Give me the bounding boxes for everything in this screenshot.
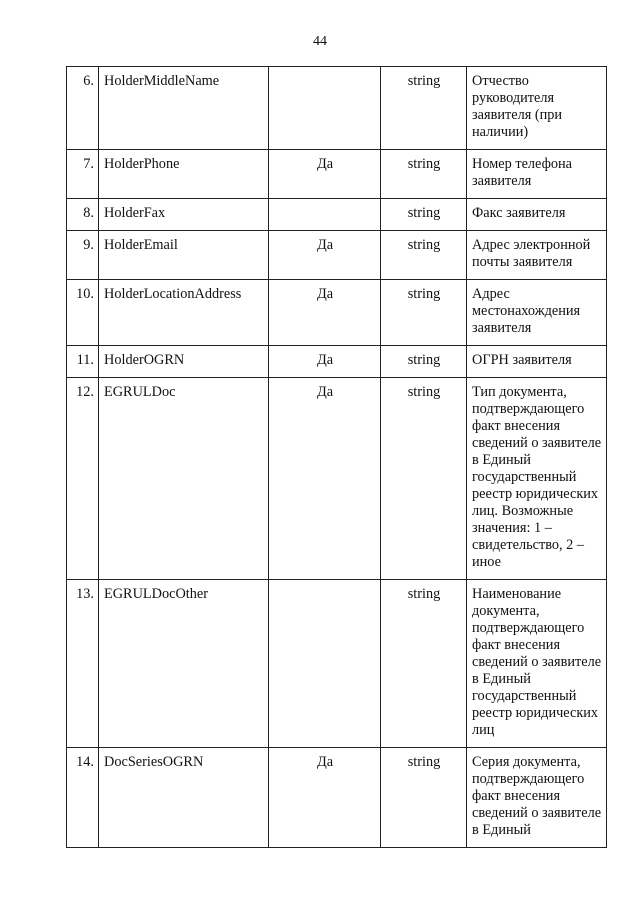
fields-table bbox=[66, 66, 607, 848]
table-row bbox=[67, 378, 607, 580]
field-description: Адрес электронной почты заявителя bbox=[467, 231, 607, 280]
field-type: string bbox=[381, 346, 467, 378]
field-required: Да bbox=[269, 748, 381, 848]
row-number: 10. bbox=[67, 280, 99, 346]
field-type: string bbox=[381, 199, 467, 231]
field-description: Наименование документа, подтверждающего факт внесения сведений о заявителе в Единый государственный реестр юридических лиц bbox=[467, 580, 607, 748]
field-required bbox=[269, 199, 381, 231]
field-name: HolderLocationAddress bbox=[99, 280, 269, 346]
field-name: HolderOGRN bbox=[99, 346, 269, 378]
field-description: Серия документа, подтверждающего факт внесения сведений о заявителе в Единый bbox=[467, 748, 607, 848]
field-type: string bbox=[381, 280, 467, 346]
field-required bbox=[269, 67, 381, 150]
field-type: string bbox=[381, 67, 467, 150]
field-name: HolderMiddleName bbox=[99, 67, 269, 150]
row-number: 7. bbox=[67, 150, 99, 199]
row-number: 12. bbox=[67, 378, 99, 580]
table-row bbox=[67, 346, 607, 378]
row-number: 8. bbox=[67, 199, 99, 231]
field-name: DocSeriesOGRN bbox=[99, 748, 269, 848]
row-number: 11. bbox=[67, 346, 99, 378]
field-type: string bbox=[381, 150, 467, 199]
page-number: 44 bbox=[313, 34, 327, 49]
field-description: Факс заявителя bbox=[467, 199, 607, 231]
field-required: Да bbox=[269, 280, 381, 346]
table-row bbox=[67, 67, 607, 150]
field-required: Да bbox=[269, 231, 381, 280]
field-name: HolderPhone bbox=[99, 150, 269, 199]
row-number: 13. bbox=[67, 580, 99, 748]
field-name: EGRULDoc bbox=[99, 378, 269, 580]
field-required: Да bbox=[269, 346, 381, 378]
table-row bbox=[67, 150, 607, 199]
table-row bbox=[67, 580, 607, 748]
field-name: HolderFax bbox=[99, 199, 269, 231]
field-required bbox=[269, 580, 381, 748]
table-row bbox=[67, 280, 607, 346]
field-required: Да bbox=[269, 378, 381, 580]
row-number: 9. bbox=[67, 231, 99, 280]
field-type: string bbox=[381, 580, 467, 748]
row-number: 14. bbox=[67, 748, 99, 848]
field-description: Тип документа, подтверждающего факт внесения сведений о заявителе в Единый государственный реестр юридических лиц. Возможные значения: 1 – свидетельство, 2 – иное bbox=[467, 378, 607, 580]
table-row bbox=[67, 199, 607, 231]
field-name: EGRULDocOther bbox=[99, 580, 269, 748]
field-type: string bbox=[381, 748, 467, 848]
fields-table-body bbox=[67, 67, 607, 848]
field-description: Адрес местонахождения заявителя bbox=[467, 280, 607, 346]
field-description: ОГРН заявителя bbox=[467, 346, 607, 378]
field-required: Да bbox=[269, 150, 381, 199]
field-description: Номер телефона заявителя bbox=[467, 150, 607, 199]
table-row bbox=[67, 231, 607, 280]
table-row bbox=[67, 748, 607, 848]
row-number: 6. bbox=[67, 67, 99, 150]
field-type: string bbox=[381, 231, 467, 280]
field-name: HolderEmail bbox=[99, 231, 269, 280]
field-type: string bbox=[381, 378, 467, 580]
field-description: Отчество руководителя заявителя (при наличии) bbox=[467, 67, 607, 150]
